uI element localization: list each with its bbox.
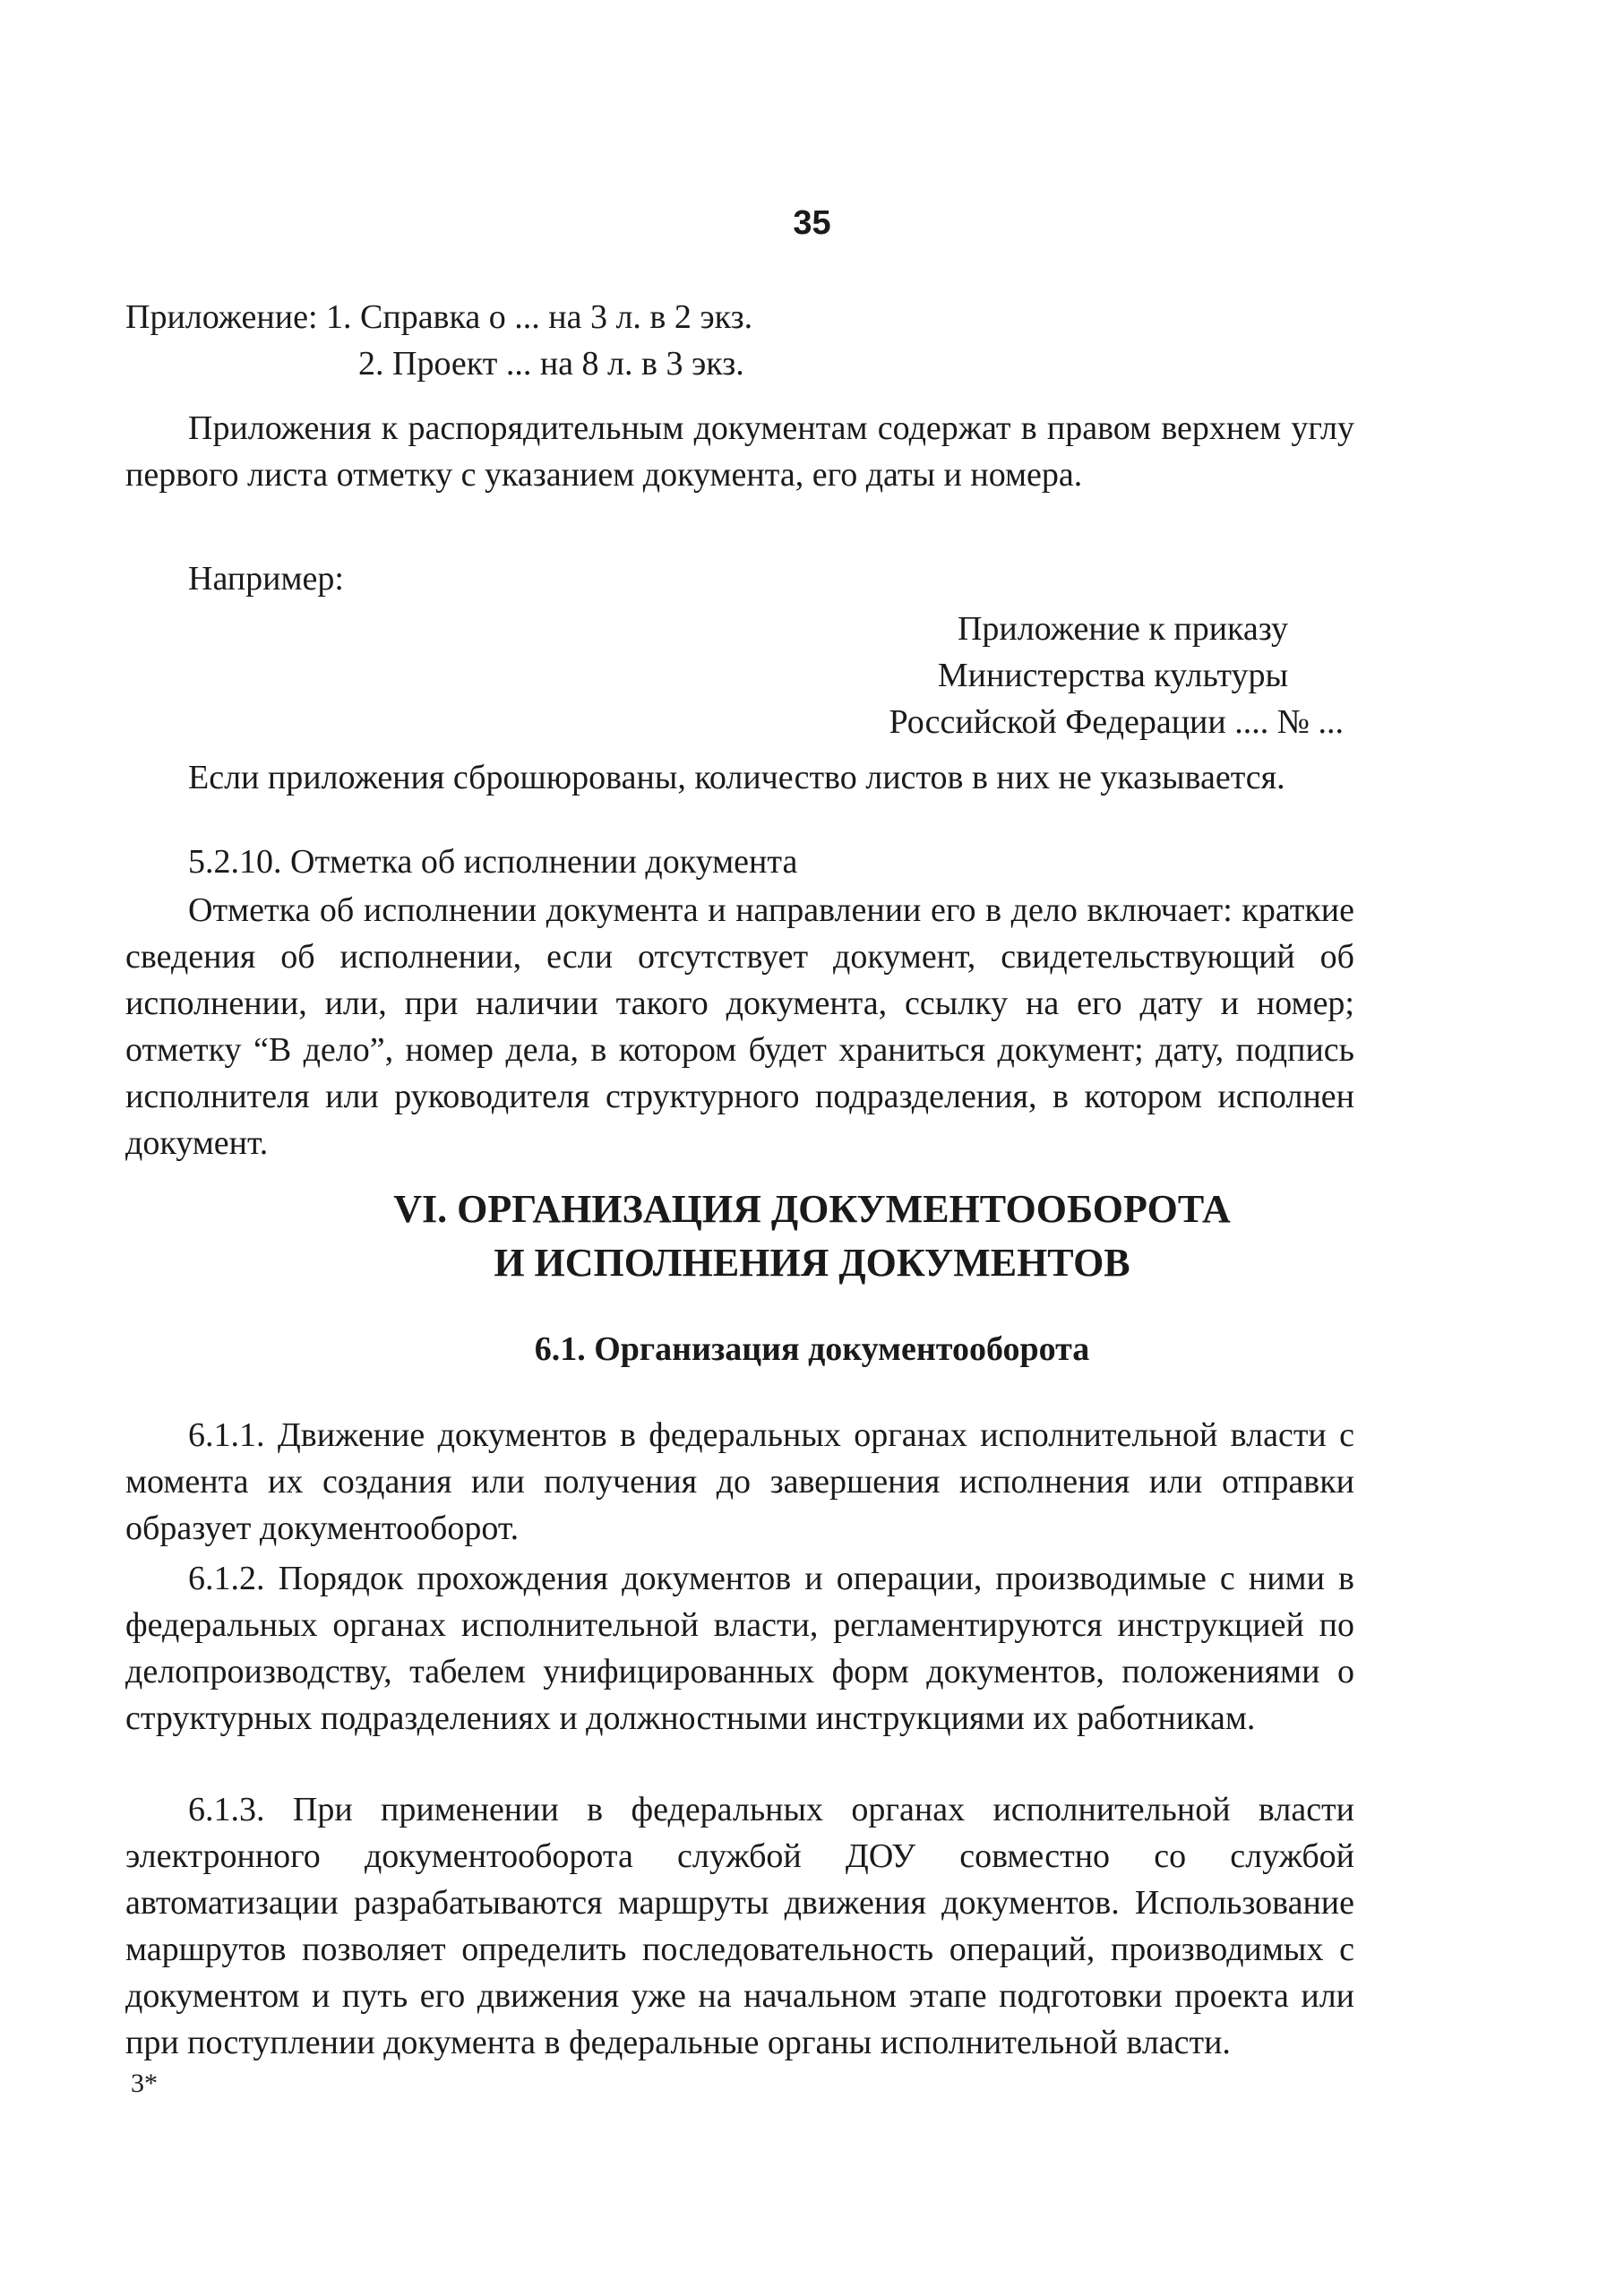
signature-mark: 3* <box>131 2069 158 2098</box>
section-5-2-10-text: Отметка об исполнении документа и направлении его в дело включает: краткие сведения об исполнении, если отсутствует документ, свидетельствующий об исполнении, или, при наличии такого документа, ссылку на его дату и номер; отметку “В дело”, номер дела, в котором будет храниться документ; дату, подпись исполнителя или руководителя структурного подразделения, в котором исполнен документ. <box>125 891 1354 1162</box>
example-line-2: Министерства культуры <box>937 657 1288 694</box>
section-6-1-title: 6.1. Организация документооборота <box>534 1330 1090 1368</box>
attachments-line-2: 2. Проект ... на 8 л. в 3 экз. <box>358 345 744 383</box>
paragraph-appendix-mark: Приложения к распорядительным документам содержат в правом верхнем углу первого листа отметку с указанием документа, его даты и номера. <box>125 409 1354 494</box>
paragraph-6-1-3: 6.1.3. При применении в федеральных органах исполнительной власти электронного документооборота службой ДОУ совместно со службой автоматизации разрабатываются маршруты движения документов. Использование маршрутов позволяет определить последовательность операций, производимых с документом и путь его движения уже на начальном этапе подготовки проекта или при поступлении документа в федеральные органы исполнительной власти. <box>125 1791 1354 2061</box>
section-5-2-10-title: 5.2.10. Отметка об исполнении документа <box>188 843 798 881</box>
page-number: 35 <box>793 204 831 242</box>
attachments-line-1: Приложение: 1. Справка о ... на 3 л. в 2 экз. <box>125 298 753 336</box>
paragraph-6-1-1: 6.1.1. Движение документов в федеральных органах исполнительной власти с момента их создания или получения до завершения исполнения или отправки образует документооборот. <box>125 1416 1354 1547</box>
chapter-title-line-1: VI. ОРГАНИЗАЦИЯ ДОКУМЕНТООБОРОТА <box>393 1187 1231 1231</box>
example-line-3: Российской Федерации .... № ... <box>889 703 1344 741</box>
paragraph-6-1-2: 6.1.2. Порядок прохождения документов и операции, производимые с ними в федеральных органах исполнительной власти, регламентируются инструкцией по делопроизводству, табелем унифицированных форм документов, положениями о структурных подразделениях и должностными инструкциями их работникам. <box>125 1560 1354 1737</box>
example-line-1: Приложение к приказу <box>957 610 1288 648</box>
paragraph-bound-appendices: Если приложения сброшюрованы, количество листов в них не указывается. <box>188 759 1285 796</box>
example-label: Например: <box>188 560 344 598</box>
chapter-title-line-2: И ИСПОЛНЕНИЯ ДОКУМЕНТОВ <box>494 1241 1130 1285</box>
